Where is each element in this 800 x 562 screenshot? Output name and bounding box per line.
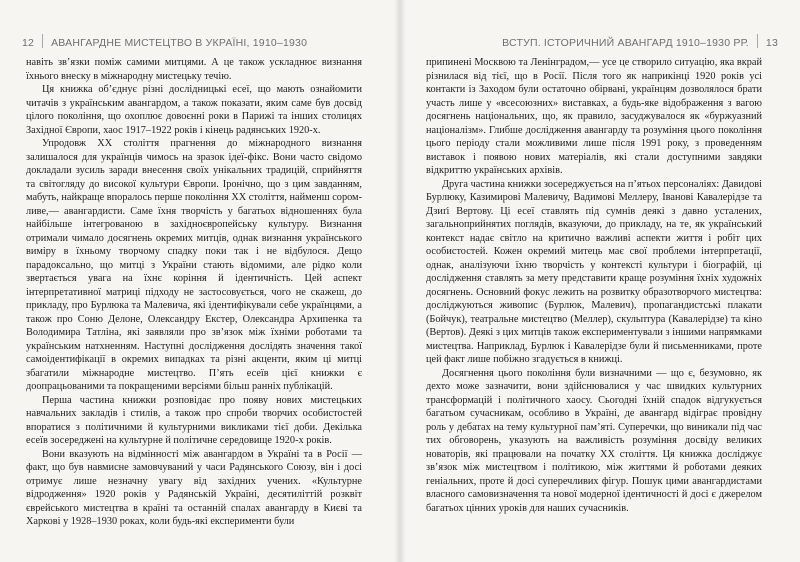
paragraph: Досягнення цього покоління були визначними — що є, безумовно, як дехто може зазначити, вони здійснювалися у час швидких культурних трансформацій і політичного хаосу. Сьогодні їхній спадок відгукується багатьом сучасникам, особливо в Україні, де авангард відіграє провідну роль у дебатах на тему культурної пам’яті. Суперечки, що виникали під час тих обговорень, указують на важливість розуміння досвіду великих новаторів, які працювали на початку XX століття. Ця книжка досліджує зв’язок між мистецтвом і політикою, між життями й роботами деяких геніальних, проте й досі суперечливих фігур. Пошук цими авангардистами власного самовизначення та нової модерної ідентичності й досі є джерелом багатьох цінних уроків для наших сучасників.: [426, 367, 762, 514]
paragraph: Перша частина книжки розповідає про появу нових мистецьких навчальних закладів і стилів, а також про спроби творчих особистостей впоратися з політичними й культурними викликами тієї доби. Декілька есеїв зосереджені на культурне й політичне середовище 1920-х років.: [26, 394, 362, 446]
paragraph: Ця книжка об’єднує різні дослідницькі есеї, що мають ознайомити читачів з українським авангардом, а також показати, яким саме був досвід цілого покоління, що охоплює довоєнні роки в Парижі та інших столицях Західної Європи, хаос 1917–1922 років і кінець радянських 1920-х.: [26, 84, 362, 136]
running-head-title: АВАНГАРДНЕ МИСТЕЦТВО В УКРАЇНІ, 1910–1930: [51, 37, 308, 49]
right-running-head: [502, 34, 778, 49]
left-running-head: [22, 34, 307, 49]
right-body-text: [426, 56, 762, 515]
paragraph: Вони вказують на відмінності між авангардом в Україні та в Росії — факт, що був навмисне замовчуваний у часи Радянського Союзу, він і досі отримує лише незначну увагу від західних учених. «Культурне відродження» 1920 років у Радянській Україні, десятиліттій розквіт єврейського мистецтва в країні та останній спалах авангарду в Києві та Харкові у 1928–1930 роках, коли будь-які експерименти були: [26, 448, 362, 527]
left-body-text: [26, 56, 362, 529]
header-divider: [42, 34, 43, 48]
page-number: 12: [22, 37, 35, 49]
right-page: [400, 0, 800, 562]
header-divider: [757, 34, 758, 48]
running-head-title: ВСТУП. ІСТОРИЧНИЙ АВАНГАРД 1910–1930 РР.: [502, 37, 749, 49]
paragraph: припинені Москвою та Ленінградом,— усе це створило ситуацію, яка вкрай різнилася від тієї, що в Росії. Після того як наприкінці 1920 років усі контакти із Заходом були остаточно обірвані, українцям дозволялося брати участь лише у «всесоюзних» виставках, а будь-яке відображення з вагою досягнень національних, що, як правило, засуджувалося як «буржуазний націоналізм». Глибше дослідження авангарду та розуміння цього покоління цього періоду стали можливими лише після 1991 року, з проведенням виставок і появою нових матеріалів, які стали доступними завдяки відкриттю українських архівів.: [426, 57, 762, 176]
paragraph: Упродовж XX століття прагнення до міжнародного визнання залишалося для українців чимось на зразок ідеї-фікс. Вони часто свідомо докладали зусиль заради внесення своїх унікальних традицій, сприйняття та світогляду до високої культури Європи. Іронічно, що з цим завданням, мабуть, найкраще впоралось перше покоління XX століття, найменш соромливе,— авангардисти. Саме їхня творчість у багатьох відношеннях була найбільше інтегрованою в західноєвропейську культуру. Визнання отримали чимало досягнень окремих митців, однак визнання українського виміру в їхньому творчому спадку поки так і не відбулося. Дещо парадоксально, що митці з України стають відомими, але рідко коли звертається увага на їхнє коріння й ідентичність. Цей аспект інтерпретативної матриці підходу не застосовується, чого не скажеш, до прикладу, про Бурлюка та Малевича, які ідентифікували себе українцями, а також про Соню Делоне, Олександру Екстер, Олександра Архипенка та Володимира Татліна, які заявляли про зв’язок між їхніми роботами та українським натхненням. Наступні дослідження дослідять значення такої самоідентифікації в окремих випадках та різні акценти, яким ці митці збагатили міжнародне мистецтво. П’ять есеїв цієї книжки є доопрацьованими та покращеними версіями більш ранніх публікацій.: [26, 138, 362, 392]
page-number: 13: [765, 37, 778, 49]
paragraph: Друга частина книжки зосереджується на п’ятьох персоналіях: Давидові Бурлюку, Казимирові Малевичу, Вадимові Меллеру, Іванові Кавалерідзе та Дзиґі Вертову. Ці есеї ставлять під сумнів деякі з давно усталених, загальноприйнятих поглядів, вказуючи, до прикладу, на те, як український контекст надає світло на критично важливі аспекти життя і робіт цих особистостей. Кожен окремий митець має свої проблеми інтерпретації, однак, аналізуючи їхню творчість у контексті культури і біографій, ці дослідження ставлять за мету представити краще розуміння їхніх художніх досягнень. Основний фокус лежить на розвитку образотворчого мистецтва: досліджуються живопис (Бурлюк, Малевич), пропагандистські плакати (Бойчук), театральне мистецтво (Меллер), скульптура (Кавалерідзе) та кіно (Вертов). Деякі з цих митців також експериментували з іншими напрямками мистецтва. Наприклад, Бурлюк і Кавалерідзе були й письменниками, проте цей факт лише побіжно згадується в книжці.: [426, 178, 762, 365]
paragraph: навіть зв’язки поміж самими митцями. А це також ускладнює визнання їхнього внеску в міжнародну мистецьку течію.: [26, 57, 362, 82]
